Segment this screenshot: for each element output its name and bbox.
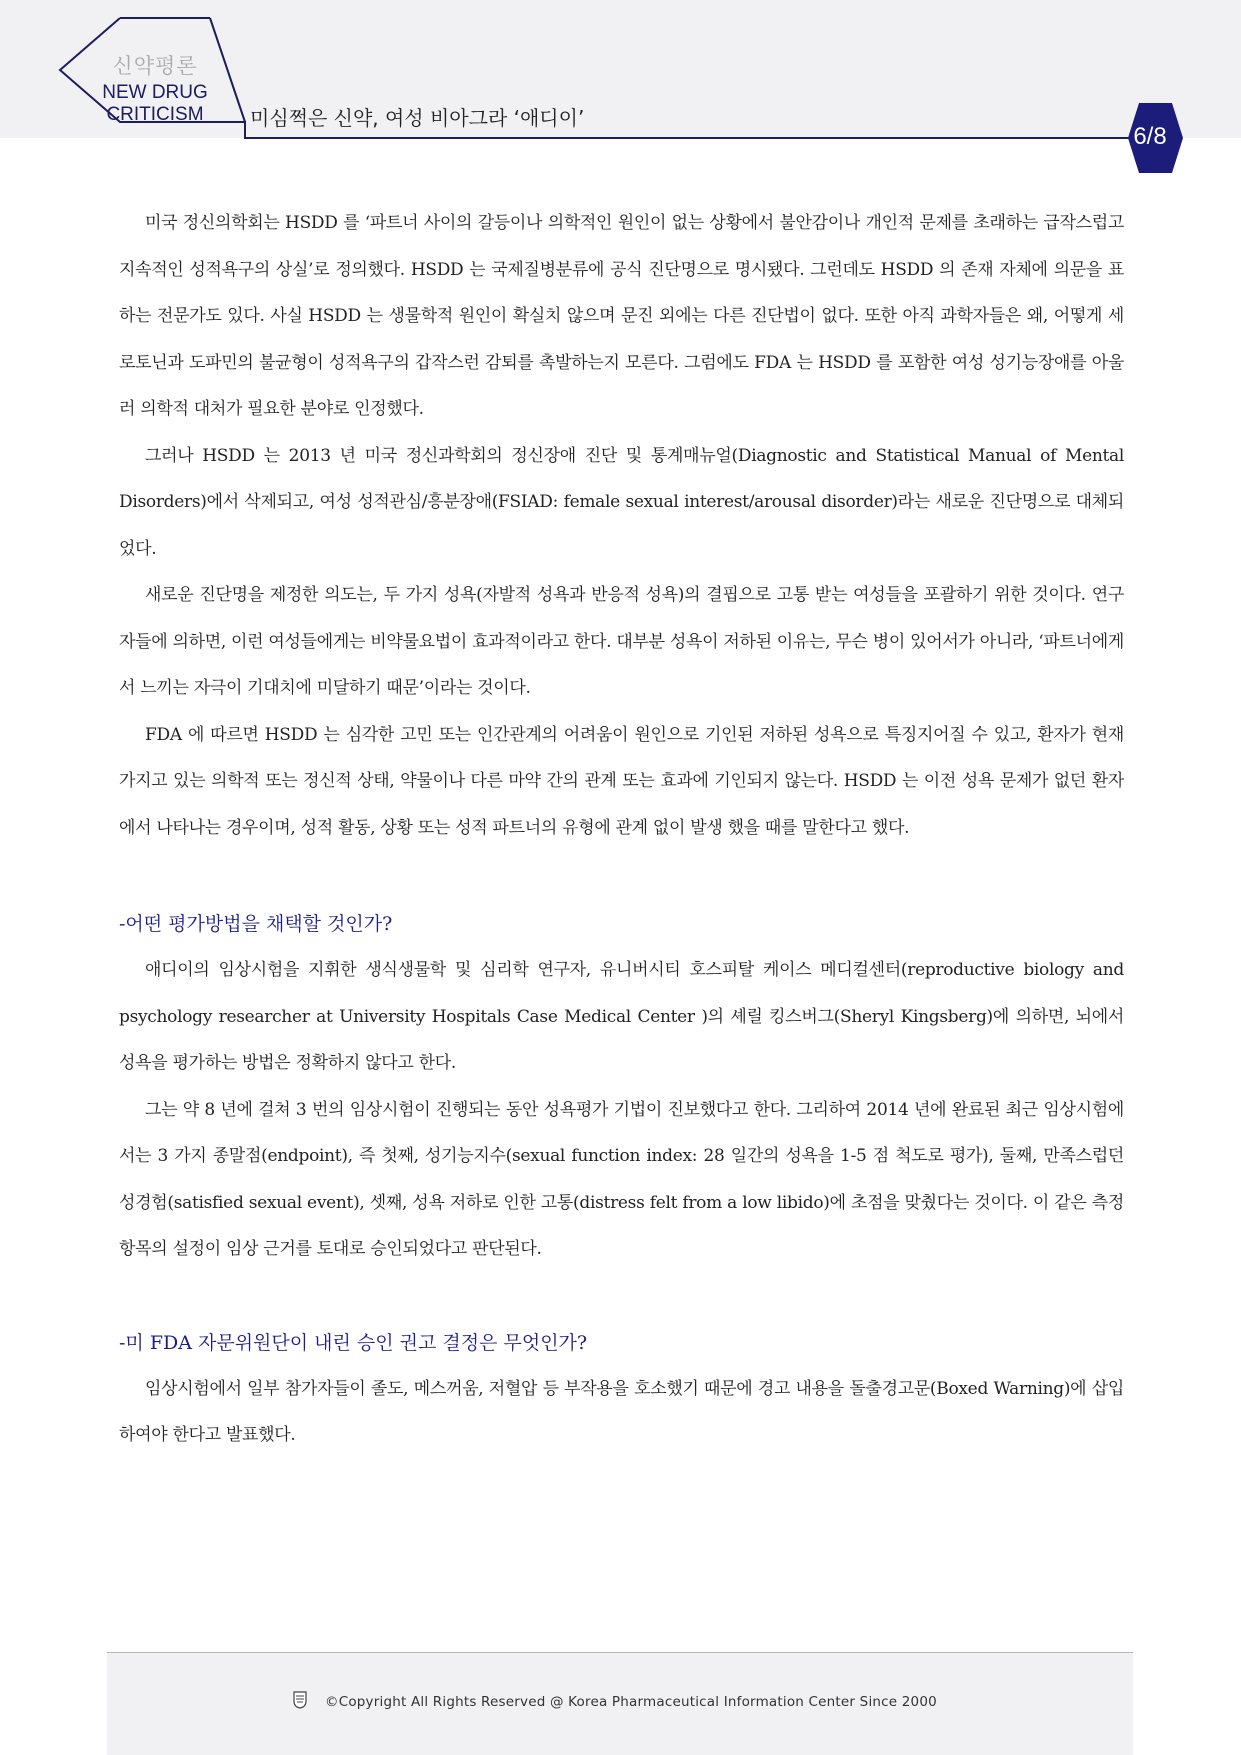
article-body [119,200,1124,1459]
paragraph-4: FDA 에 따르면 HSDD 는 심각한 고민 또는 인간관계의 어려움이 원인으로 기인된 저하된 성욕으로 특징지어질 수 있고, 환자가 현재 가지고 있는 의학적 또는 정신적 상태, 약물이나 다른 마약 간의 관계 또는 효과에 기인되지 않는다. HSDD 는 이전 성욕 문제가 없던 환자에서 나타나는 경우이며, 성적 활동, 상황 또는 성적 파트너의 유형에 관계 없이 발생 했을 때를 말한다고 했다. [119,724,1124,838]
paragraph-2: 그러나 HSDD 는 2013 년 미국 정신과학회의 정신장애 진단 및 통계매뉴얼(Diagnostic and Statistical Manual of Mental Disorders)에서 삭제되고, 여성 성적관심/흥분장애(FSIAD: female sexual interest/arousal disorder)라는 새로운 진단명으로 대체되었다. [119,445,1124,559]
paragraph-6: 그는 약 8 년에 걸쳐 3 번의 임상시험이 진행되는 동안 성욕평가 기법이 진보했다고 한다. 그리하여 2014 년에 완료된 최근 임상시험에서는 3 가지 종말점(endpoint), 즉 첫째, 성기능지수(sexual function index: 28 일간의 성욕을 1-5 점 척도로 평가), 둘째, 만족스럽던 성경험(satisfied sexual event), 셋째, 성욕 저하로 인한 고통(distress felt from a low libido)에 초점을 맞췄다는 것이다. 이 같은 측정 항목의 설정이 임상 근거를 토대로 승인되었다고 판단된다. [119,1099,1124,1259]
section-spacer [119,1273,1124,1320]
logo-english-line2: CRITICISM [106,104,204,125]
section-heading-1: -어떤 평가방법을 채택할 것인가? [119,913,393,935]
document-title: 미심쩍은 신약, 여성 비아그라 ‘애디이’ [250,106,585,130]
logo-korean: 신약평론 [112,54,198,78]
paragraph-5: 애디이의 임상시험을 지휘한 생식생물학 및 심리학 연구자, 유니버시티 호스피탈 케이스 메디컬센터(reproductive biology and psychology researcher at University Hospitals Case Medical Center )의 셰릴 킹스버그(Sheryl Kingsberg)에 의하면, 뇌에서 성욕을 평가하는 방법은 정확하지 않다고 한다. [119,960,1124,1073]
paragraph-1: 미국 정신의학회는 HSDD 를 ‘파트너 사이의 갈등이나 의학적인 원인이 없는 상황에서 불안감이나 개인적 문제를 초래하는 급작스럽고 지속적인 성적욕구의 상실’로 정의했다. HSDD 는 국제질병분류에 공식 진단명으로 명시됐다. 그런데도 HSDD 의 존재 자체에 의문을 표하는 전문가도 있다. 사실 HSDD 는 생물학적 원인이 확실치 않으며 문진 외에는 다른 진단법이 없다. 또한 아직 과학자들은 왜, 어떻게 세로토닌과 도파민의 불균형이 성적욕구의 갑작스런 감퇴를 촉발하는지 모른다. 그럼에도 FDA 는 HSDD 를 포함한 여성 성기능장애를 아울러 의학적 대처가 필요한 분야로 인정했다. [119,213,1124,419]
logo-english [98,82,212,126]
section-heading-2: -미 FDA 자문위원단이 내린 승인 권고 결정은 무엇인가? [119,1331,588,1354]
logo-english-line1: NEW DRUG [102,82,208,103]
emblem-icon [293,1691,307,1709]
paragraph-3: 새로운 진단명을 제정한 의도는, 두 가지 성욕(자발적 성욕과 반응적 성욕)의 결핍으로 고통 받는 여성들을 포괄하기 위한 것이다. 연구자들에 의하면, 이런 여성들에게는 비약물요법이 효과적이라고 한다. 대부분 성욕이 저하된 이유는, 무슨 병이 있어서가 아니라, ‘파트너에게서 느끼는 자극이 기대치에 미달하기 때문’이라는 것이다. [119,585,1124,698]
page-number: 6/8 [1133,123,1167,150]
section-spacer [119,851,1124,901]
paragraph-7: 임상시험에서 일부 참가자들이 졸도, 메스꺼움, 저혈압 등 부작용을 호소했기 때문에 경고 내용을 돌출경고문(Boxed Warning)에 삽입하여야 한다고 발표했다. [119,1378,1124,1445]
copyright-text: ©Copyright All Rights Reserved @ Korea Pharmaceutical Information Center Since 2000 [325,1694,937,1710]
